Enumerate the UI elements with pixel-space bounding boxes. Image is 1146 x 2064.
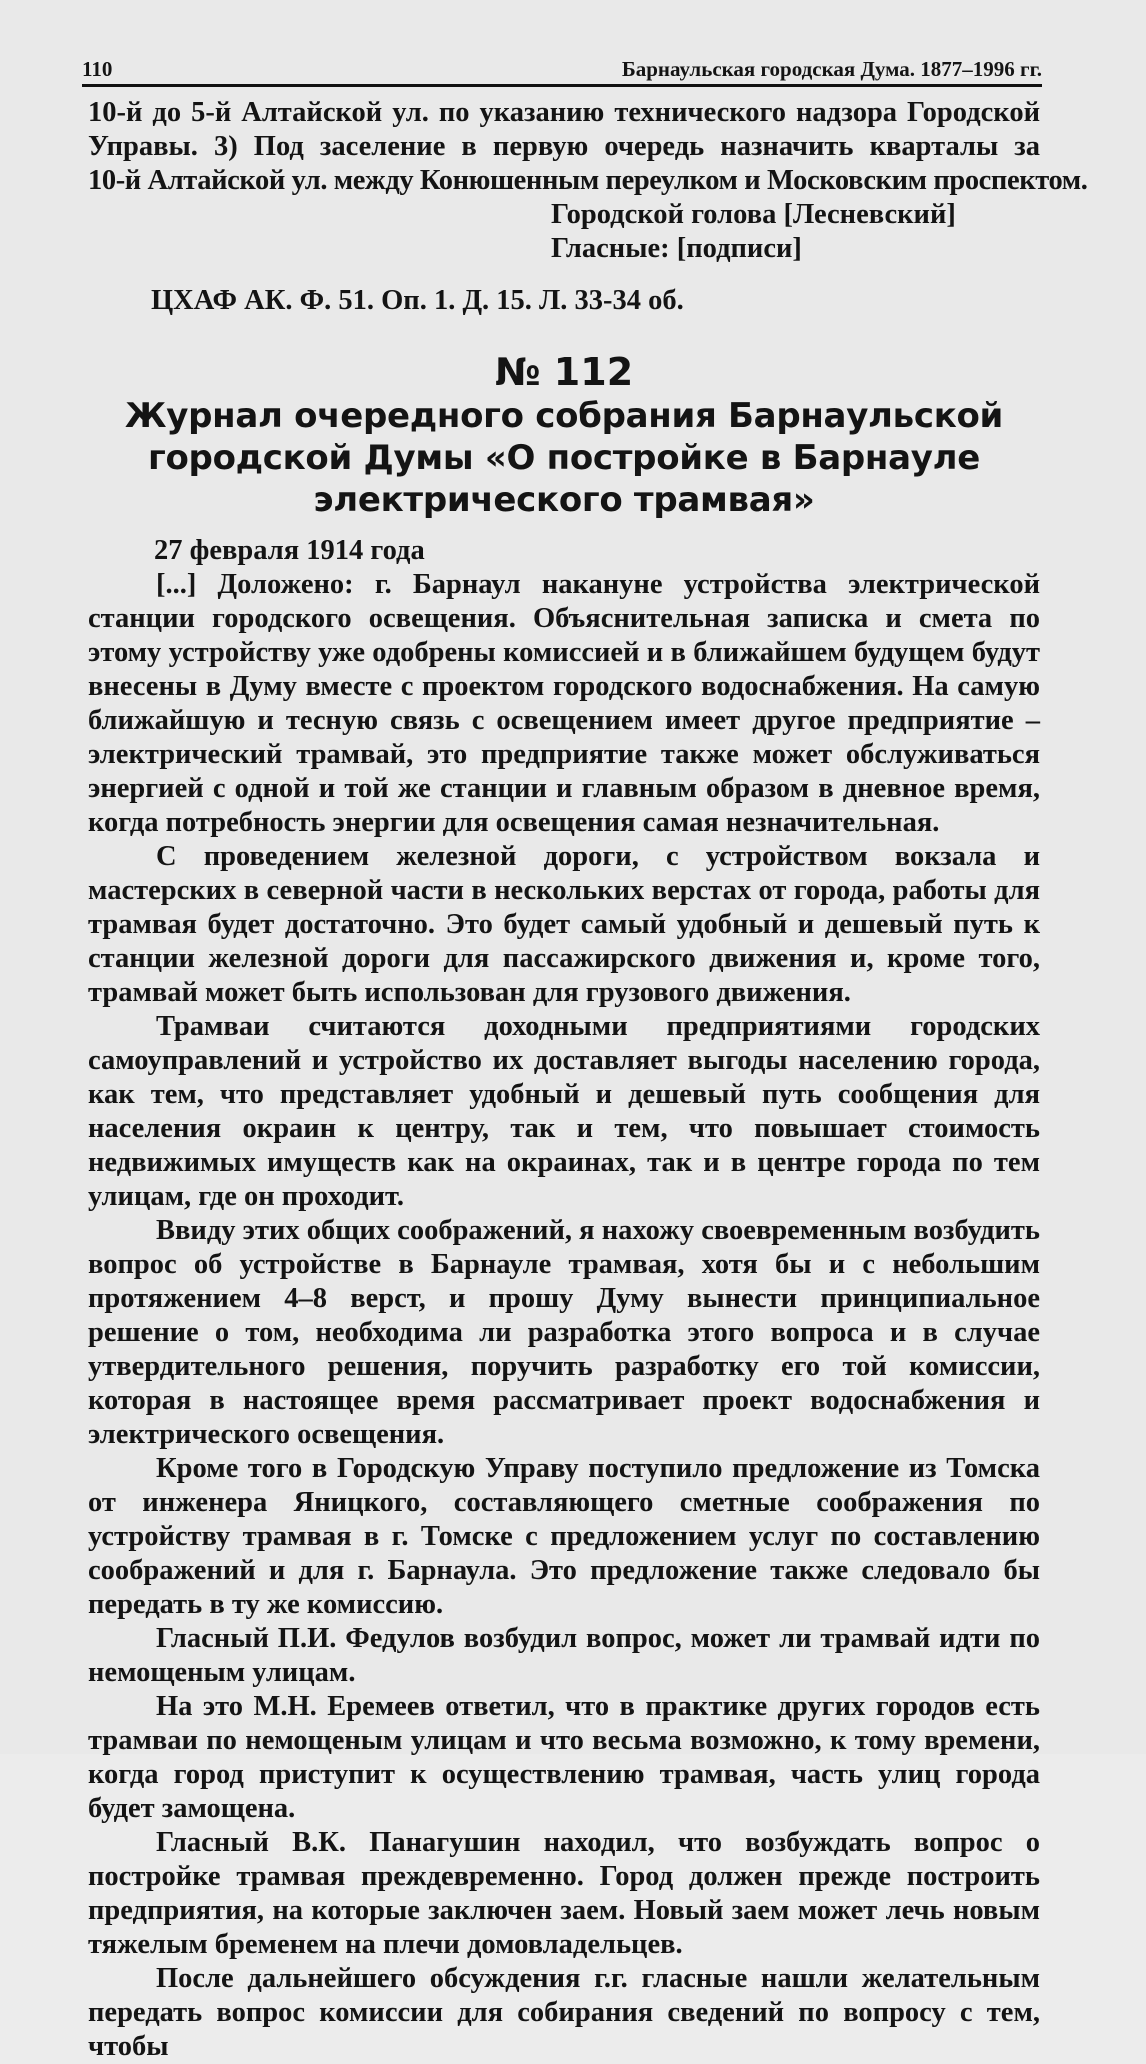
text-line: 10-й до 5-й Алтайской ул. по указанию технического надзора Городской: [88, 97, 1040, 128]
paragraph: Кроме того в Городскую Управу поступило предложение из Томска от инженера Яницкого, составляющего сметные соображения по устройству трамвая в г. Томске с предложением услуг по составлению соображений и для г. Барнаула. Это предложение также следовало бы передать в ту же комиссию.: [88, 1453, 1040, 1620]
paragraph: На это М.Н. Еремеев ответил, что в практике других городов есть трамваи по немощеным улицам и что весьма возможно, к тому времени, когда город приступит к осуществлению трамвая, часть улиц города будет замощена.: [88, 1691, 1040, 1824]
paragraph: [...] Доложено: г. Барнаул накануне устройства электрической станции городского освещения. Объяснительная записка и смета по этому устройству уже одобрены комиссией и в ближайшем будущем будут внесены в Думу вместе с проектом городского водоснабжения. На самую ближайшую и тесную связь с освещением имеет другое предприятие – электрический трамвай, это предприятие также может обслуживаться энергией с одной и той же станции и главным образом в дневное время, когда потребность энергии для освещения самая незначительная.: [88, 569, 1040, 838]
document-number: № 112: [494, 350, 634, 394]
text-line: 10-й Алтайской ул. между Конюшенным переулком и Московским проспектом.: [88, 165, 1088, 196]
document-date: 27 февраля 1914 года: [154, 535, 425, 566]
signature-councillors: Гласные: [подписи]: [551, 233, 802, 264]
paragraph: Трамваи считаются доходными предприятиями городских самоуправлений и устройство их доставляет выгоды населению города, как тем, что представляет удобный и дешевый путь сообщения для населения окраин к центру, так и тем, что повышает стоимость недвижимых имуществ как на окраинах, так и в центре города по тем улицам, где он проходит.: [88, 1011, 1040, 1212]
document-body: [88, 568, 1040, 2064]
title-line: Журнал очередного собрания Барнаульской: [124, 396, 1004, 436]
page-header: [82, 52, 1042, 87]
paragraph: С проведением железной дороги, с устройством вокзала и мастерских в северной части в нескольких верстах от города, работы для трамвая будет достаточно. Это будет самый удобный и дешевый путь к станции железной дороги для пассажирского движения и, кроме того, трамвай может быть использован для грузового движения.: [88, 841, 1040, 1008]
paragraph: Ввиду этих общих соображений, я нахожу своевременным возбудить вопрос об устройстве в Барнауле трамвая, хотя бы и с небольшим протяжением 4–8 верст, и прошу Думу вынести принципиальное решение о том, необходима ли разработка этого вопроса и в случае утвердительного решения, поручить разработку его той комиссии, которая в настоящее время рассматривает проект водоснабжения и электрического освещения.: [88, 1215, 1040, 1450]
continuation-text: [88, 96, 1088, 198]
paragraph: Гласный В.К. Панагушин находил, что возбуждать вопрос о постройке трамвая преждевременно. Город должен прежде построить предприятия, на которые заключен заем. Новый заем может лечь новым тяжелым бременем на плечи домовладельцев.: [88, 1827, 1040, 1960]
title-line: электрического трамвая»: [313, 480, 815, 520]
archive-reference: ЦХАФ АК. Ф. 51. Оп. 1. Д. 15. Л. 33-34 об.: [151, 285, 684, 316]
text-line: Управы. 3) Под заселение в первую очередь назначить кварталы за: [88, 131, 1040, 162]
page-number: 110: [82, 57, 113, 81]
signature-mayor: Городской голова [Лесневский]: [551, 199, 956, 230]
title-line: городской Думы «О постройке в Барнауле: [148, 438, 980, 478]
paragraph: Гласный П.И. Федулов возбудил вопрос, может ли трамвай идти по немощеным улицам.: [88, 1623, 1040, 1688]
paragraph: После дальнейшего обсуждения г.г. гласные нашли желательным передать вопрос комиссии для собирания сведений по вопросу с тем, чтобы: [88, 1963, 1040, 2062]
signature-block: [88, 198, 1040, 266]
document-title: [88, 396, 1040, 520]
running-title: Барнаульская городская Дума. 1877–1996 гг.: [621, 57, 1042, 81]
page-content: [88, 96, 1088, 2064]
